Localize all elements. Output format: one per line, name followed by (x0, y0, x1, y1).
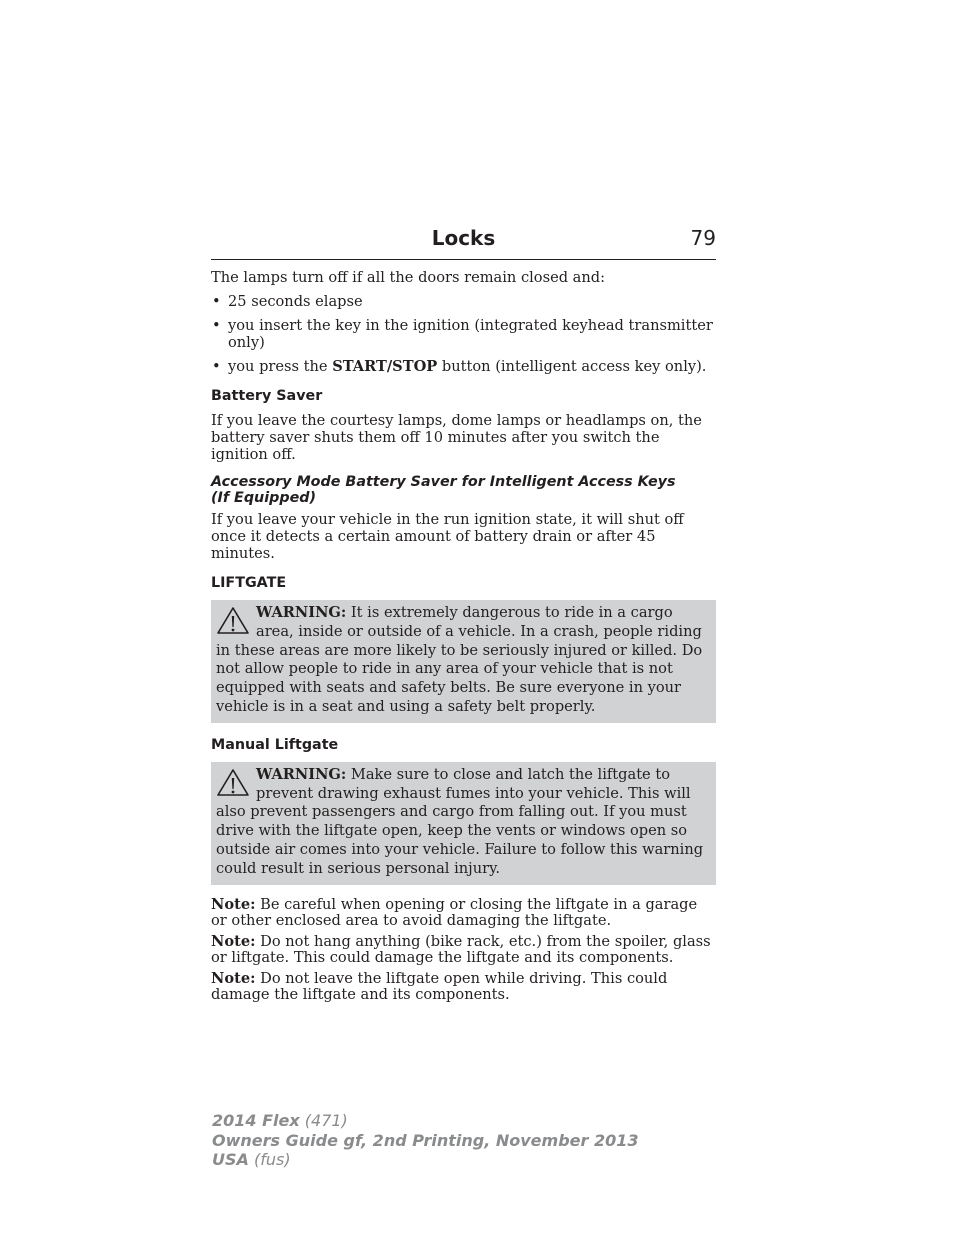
footer-guide: Owners Guide gf, 2nd Printing, November 2013 (212, 1130, 639, 1150)
battery-saver-text: If you leave the courtesy lamps, dome lamps or headlamps on, the battery saver shuts them off 10 minutes after you switch the ignition off. (211, 412, 702, 463)
bullet-icon: • (212, 293, 221, 310)
note: Note: Do not leave the liftgate open while driving. This could damage the liftgate and its components. (211, 969, 668, 1003)
manual-page (211, 228, 716, 1003)
warning-text: It is extremely dangerous to ride in a cargo area, inside or outside of a vehicle. In a crash, people riding in these areas are more likely to be seriously injured or killed. Do not allow people to ride in any area of your vehicle that is not equipped with seats and safety belts. Be sure everyone in your vehicle is in a seat and using a safety belt properly. (216, 604, 703, 715)
condition-list (211, 293, 716, 375)
note: Note: Be careful when opening or closing the liftgate in a garage or other enclosed area to avoid damaging the liftgate. (211, 895, 698, 929)
manual-liftgate-heading: Manual Liftgate (211, 736, 339, 753)
footer-model: 2014 Flex (471) (212, 1111, 348, 1130)
page-footer (212, 1111, 638, 1170)
bullet-icon: • (212, 317, 221, 334)
liftgate-heading: LIFTGATE (211, 575, 287, 591)
manual-liftgate-warning-box (211, 762, 716, 885)
list-item: • you press the START/STOP button (intelligent access key only). (212, 358, 707, 375)
battery-saver-heading: Battery Saver (211, 388, 323, 404)
page-header (211, 228, 716, 260)
notes-list (211, 897, 716, 1003)
warning-label: WARNING: (256, 765, 347, 783)
list-item: • 25 seconds elapse (212, 293, 363, 310)
accessory-mode-heading: Accessory Mode Battery Saver for Intelligent Access Keys (If Equipped) (211, 474, 676, 506)
accessory-mode-text: If you leave your vehicle in the run ignition state, it will shut off once it detects a certain amount of battery drain or after 45 minutes. (211, 511, 684, 562)
bullet-icon: • (212, 358, 221, 375)
warning-label: WARNING: (256, 604, 347, 621)
list-item: • you insert the key in the ignition (integrated keyhead transmitter only) (212, 317, 713, 351)
note: Note: Do not hang anything (bike rack, etc.) from the spoiler, glass or liftgate. This could damage the liftgate and its components. (211, 932, 711, 966)
intro-text: The lamps turn off if all the doors remain closed and: (211, 269, 606, 286)
warning-triangle-icon (216, 768, 256, 802)
page-number: 79 (690, 226, 716, 250)
footer-market: USA (fus) (212, 1150, 291, 1169)
start-stop-label: START/STOP (332, 358, 438, 375)
warning-text: Make sure to close and latch the liftgate to prevent drawing exhaust fumes into your vehicle. This will also prevent passengers and cargo from falling out. If you must drive with the liftgate open, keep the vents or windows open so outside air comes into your vehicle. Failure to follow this warning could result in serious personal injury. (216, 765, 704, 877)
warning-triangle-icon (216, 606, 256, 640)
liftgate-warning-box (211, 600, 716, 723)
section-title: Locks (431, 226, 496, 250)
